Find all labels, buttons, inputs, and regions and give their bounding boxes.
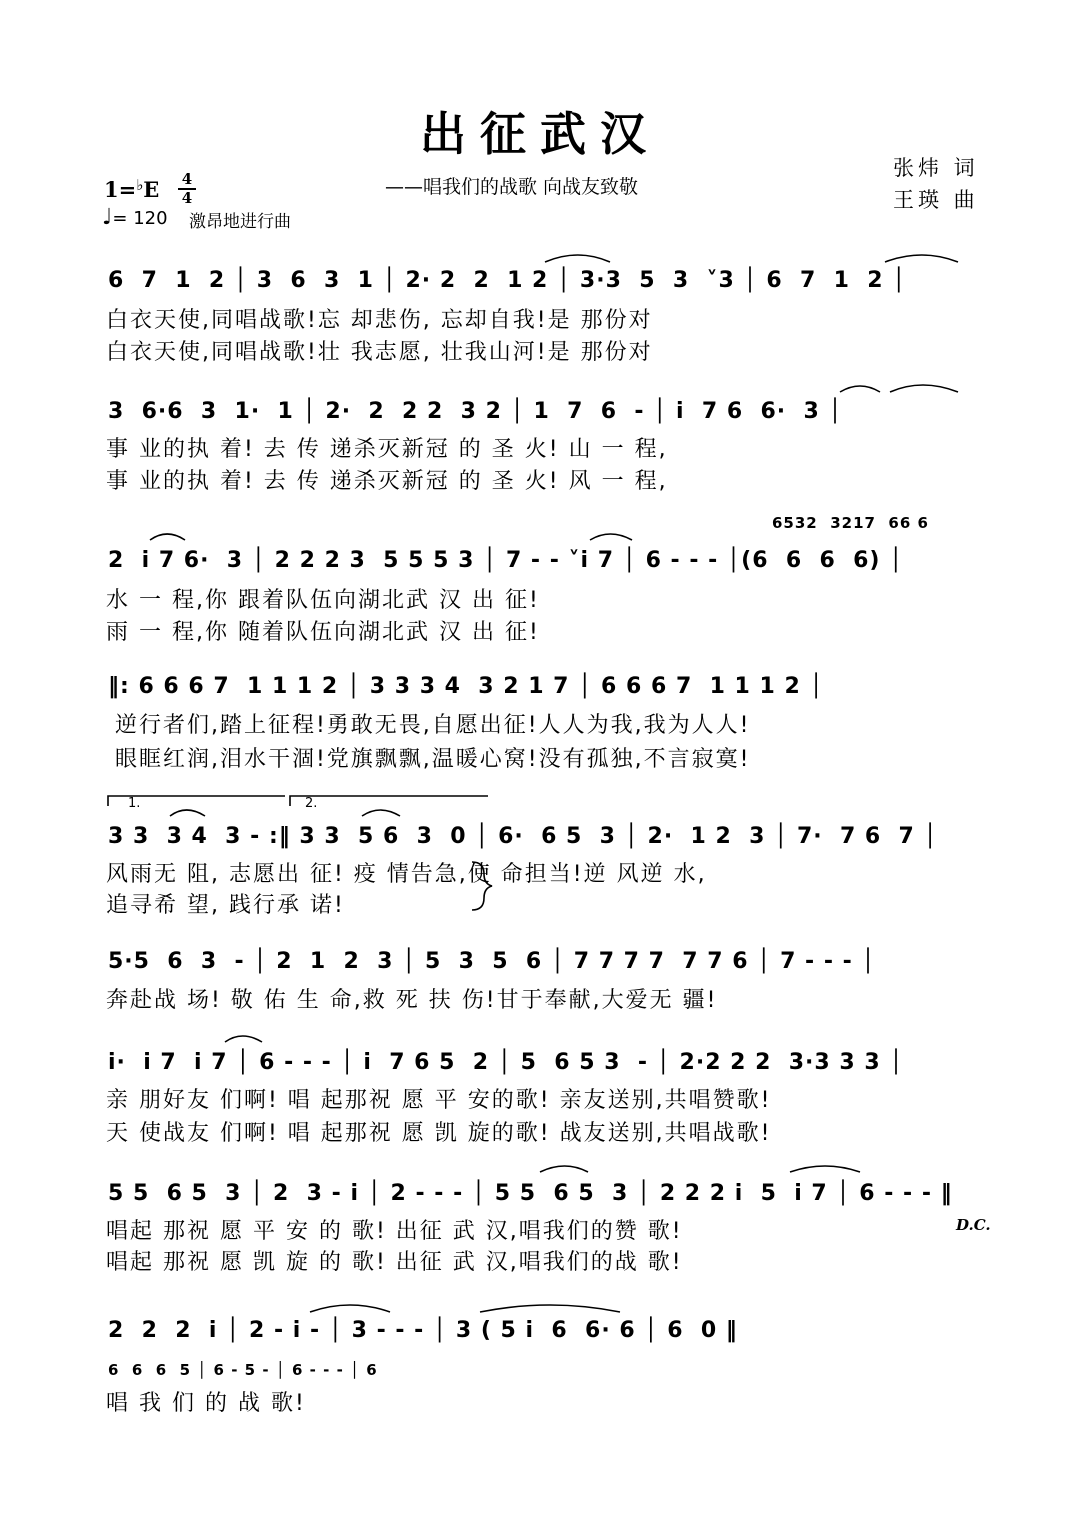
slur-mark xyxy=(885,255,958,262)
system-3-lyrics-verse-2: 雨 一 程,你 随着队伍向湖北武 汉 出 征! xyxy=(106,620,540,645)
system-1-lyrics-verse-1: 白衣天使,同唱战歌!忘 却悲伤, 忘却自我!是 那份对 xyxy=(106,308,653,333)
time-signature xyxy=(178,172,196,206)
system-5-lyrics-verse-2: 追寻希 望, 践行承 诺! xyxy=(106,893,345,918)
system-4-lyrics-verse-1: 逆行者们,踏上征程!勇敢无畏,自愿出征!人人为我,我为人人! xyxy=(106,713,751,738)
system-3-lyrics-verse-1: 水 一 程,你 跟着队伍向湖北武 汉 出 征! xyxy=(106,588,540,613)
composer-credit: 王瑛 曲 xyxy=(893,188,979,212)
tempo-value: = 120 xyxy=(112,208,168,229)
slur-mark xyxy=(540,1166,588,1172)
slur-mark xyxy=(590,534,632,540)
expression-marking: 激昂地进行曲 xyxy=(189,212,291,232)
system-9-lower-notes: 6 6 6 5 │ 6 - 5 - │ 6 - - - │ 6 xyxy=(108,1361,378,1379)
key-note: E xyxy=(143,177,160,202)
system-6-notes: 5·5 6 3 - │ 2 1 2 3 │ 5 3 5 6 │ 7 7 7 7 7 7 6 │ 7 - - - │ xyxy=(108,949,876,974)
system-2-notes: 3 6·6 3 1· 1 │ 2· 2 2 2 3 2 │ 1 7 6 - │ i 7 6 6· 3 │ xyxy=(108,399,843,424)
slur-mark xyxy=(150,534,185,540)
lyricist-credit: 张炜 词 xyxy=(893,156,979,180)
slur-mark xyxy=(225,1036,262,1042)
system-2-lyrics-verse-1: 事 业的执 着! 去 传 递杀灭新冠 的 圣 火! 山 一 程, xyxy=(106,437,668,462)
time-signature-bottom: 4 xyxy=(181,189,193,207)
system-3-notes: 2 i 7 6· 3 │ 2 2 2 3 5 5 5 3 │ 7 - - ˅i 7 │ 6 - - - │(6 6 6 6) │ xyxy=(108,548,904,573)
system-4-notes: ‖: 6 6 6 7 1 1 1 2 │ 3 3 3 4 3 2 1 7 │ 6 6 6 7 1 1 1 2 │ xyxy=(108,674,824,699)
slur-mark xyxy=(790,1166,860,1172)
system-2-lyrics-verse-2: 事 业的执 着! 去 传 递杀灭新冠 的 圣 火! 风 一 程, xyxy=(106,469,668,494)
system-4-lyrics-verse-2: 眼眶红润,泪水干涸!党旗飘飘,温暖心窝!没有孤独,不言寂寞! xyxy=(106,747,751,772)
system-6-lyrics-verse-1: 奔赴战 场! 敬 佑 生 命,救 死 扶 伤!甘于奉献,大爱无 疆! xyxy=(106,988,718,1013)
system-1-notes: 6 7 1 2 │ 3 6 3 1 │ 2· 2 2 1 2 │ 3·3 5 3 ˅3 │ 6 7 1 2 │ xyxy=(108,268,907,293)
tempo-marking xyxy=(102,205,168,230)
system-3-upper-notes: 6532 3217 66 6 xyxy=(772,514,929,532)
volta-bracket xyxy=(290,796,488,806)
slur-mark xyxy=(890,385,958,392)
system-8-notes: 5 5 6 5 3 │ 2 3 - i │ 2 - - - │ 5 5 6 5 3 │ 2 2 2 i 5 i 7 │ 6 - - - ‖ xyxy=(108,1181,953,1206)
slur-mark xyxy=(840,386,880,392)
system-8-lyrics-verse-1: 唱起 那祝 愿 平 安 的 歌! 出征 武 汉,唱我们的赞 歌! xyxy=(106,1219,683,1244)
system-1-lyrics-verse-2: 白衣天使,同唱战歌!壮 我志愿, 壮我山河!是 那份对 xyxy=(106,340,653,365)
slur-mark xyxy=(362,810,400,816)
slur-mark xyxy=(480,1305,620,1312)
system-5-notes: 3 3 3 4 3 - :‖ 3 3 5 6 3 0 │ 6· 6 5 3 │ 2· 1 2 3 │ 7· 7 6 7 │ xyxy=(108,824,938,849)
slur-mark xyxy=(545,255,610,262)
quarter-note-icon: ♩ xyxy=(102,205,113,230)
song-subtitle: ——唱我们的战歌 向战友致敬 xyxy=(385,176,639,198)
da-capo-mark: D.C. xyxy=(956,1216,991,1234)
system-9-lyrics-verse-1: 唱 我 们 的 战 歌! xyxy=(106,1391,306,1416)
song-title: 出征武汉 xyxy=(420,107,660,161)
second-ending-label: 2. xyxy=(305,796,318,811)
slur-mark xyxy=(170,810,205,816)
system-7-lyrics-verse-2: 天 使战友 们啊! 唱 起那祝 愿 凯 旋的歌! 战友送别,共唱战歌! xyxy=(106,1121,772,1146)
flat-icon: ♭ xyxy=(136,176,144,194)
key-prefix: 1= xyxy=(104,177,137,202)
key-signature xyxy=(104,176,159,202)
system-7-lyrics-verse-1: 亲 朋好友 们啊! 唱 起那祝 愿 平 安的歌! 亲友送别,共唱赞歌! xyxy=(106,1088,772,1113)
system-7-notes: i· i 7 i 7 │ 6 - - - │ i 7 6 5 2 │ 5 6 5 3 - │ 2·2 2 2 3·3 3 3 │ xyxy=(108,1050,904,1075)
slur-mark xyxy=(310,1305,390,1312)
system-8-lyrics-verse-2: 唱起 那祝 愿 凯 旋 的 歌! 出征 武 汉,唱我们的战 歌! xyxy=(106,1250,683,1275)
first-ending-label: 1. xyxy=(128,796,141,811)
system-5-lyrics-verse-1: 风雨无 阻, 志愿出 征! 疫 情告急,使 命担当!逆 风逆 水, xyxy=(106,862,707,887)
system-9-notes: 2 2 2 i │ 2 - i - │ 3 - - - │ 3 ( 5 i 6 6· 6 │ 6 0 ‖ xyxy=(108,1318,738,1343)
time-signature-top: 4 xyxy=(181,170,193,188)
